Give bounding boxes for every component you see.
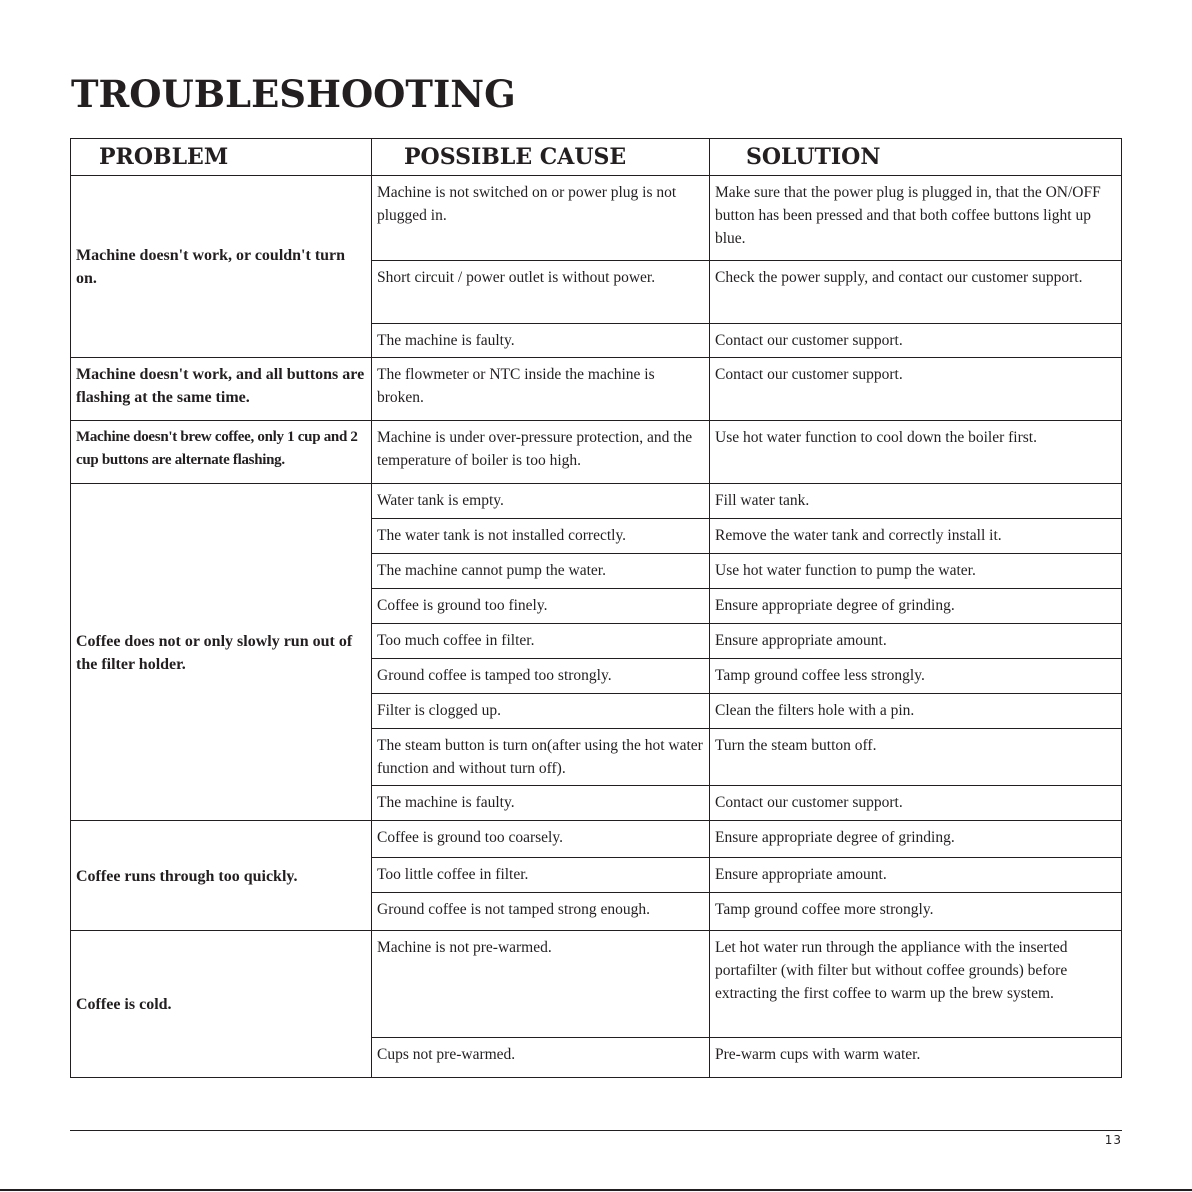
problem-cell: Machine doesn't brew coffee, only 1 cup and 2 cup buttons are alternate flashing.	[71, 421, 372, 484]
solution-cell: Check the power supply, and contact our customer support.	[710, 261, 1122, 324]
cause-cell: Too little coffee in filter.	[372, 858, 710, 893]
cause-cell: Ground coffee is tamped too strongly.	[372, 659, 710, 694]
cause-cell: The machine is faulty.	[372, 324, 710, 358]
problem-cell: Machine doesn't work, and all buttons are flashing at the same time.	[71, 358, 372, 421]
solution-cell: Contact our customer support.	[710, 786, 1122, 821]
cause-cell: Coffee is ground too finely.	[372, 589, 710, 624]
cause-cell: Machine is not pre-warmed.	[372, 931, 710, 1038]
table-row	[71, 484, 1122, 519]
cause-cell: Filter is clogged up.	[372, 694, 710, 729]
cause-cell: Short circuit / power outlet is without power.	[372, 261, 710, 324]
solution-cell: Ensure appropriate degree of grinding.	[710, 821, 1122, 858]
table-row	[71, 421, 1122, 484]
cause-cell: The machine is faulty.	[372, 786, 710, 821]
cause-cell: Water tank is empty.	[372, 484, 710, 519]
solution-cell: Tamp ground coffee more strongly.	[710, 893, 1122, 931]
problem-cell: Coffee does not or only slowly run out of the filter holder.	[71, 484, 372, 821]
header-solution: SOLUTION	[710, 139, 1122, 176]
solution-cell: Clean the filters hole with a pin.	[710, 694, 1122, 729]
table-header-row	[71, 139, 1122, 176]
table-row	[71, 931, 1122, 1038]
cause-cell: Too much coffee in filter.	[372, 624, 710, 659]
solution-cell: Fill water tank.	[710, 484, 1122, 519]
header-possible-cause: POSSIBLE CAUSE	[372, 139, 710, 176]
table-row	[71, 176, 1122, 261]
cause-cell: Machine is under over-pressure protection, and the temperature of boiler is too high.	[372, 421, 710, 484]
cause-cell: The machine cannot pump the water.	[372, 554, 710, 589]
cause-cell: Coffee is ground too coarsely.	[372, 821, 710, 858]
solution-cell: Let hot water run through the appliance with the inserted portafilter (with filter but without coffee grounds) before extracting the first coffee to warm up the brew system.	[710, 931, 1122, 1038]
solution-cell: Contact our customer support.	[710, 358, 1122, 421]
solution-cell: Use hot water function to cool down the boiler first.	[710, 421, 1122, 484]
solution-cell: Pre-warm cups with warm water.	[710, 1038, 1122, 1078]
table-row	[71, 821, 1122, 858]
problem-cell: Coffee runs through too quickly.	[71, 821, 372, 931]
cause-cell: The steam button is turn on(after using the hot water function and without turn off).	[372, 729, 710, 786]
solution-cell: Use hot water function to pump the water.	[710, 554, 1122, 589]
solution-cell: Contact our customer support.	[710, 324, 1122, 358]
cause-cell: The flowmeter or NTC inside the machine is broken.	[372, 358, 710, 421]
problem-cell: Machine doesn't work, or couldn't turn on.	[71, 176, 372, 358]
table-row	[71, 358, 1122, 421]
header-problem: PROBLEM	[71, 139, 372, 176]
page-number: 13	[1104, 1133, 1122, 1147]
cause-cell: Ground coffee is not tamped strong enough.	[372, 893, 710, 931]
footer-divider	[70, 1130, 1122, 1131]
solution-cell: Tamp ground coffee less strongly.	[710, 659, 1122, 694]
solution-cell: Make sure that the power plug is plugged in, that the ON/OFF button has been pressed and that both coffee buttons light up blue.	[710, 176, 1122, 261]
solution-cell: Ensure appropriate amount.	[710, 858, 1122, 893]
page-title: TROUBLESHOOTING	[71, 72, 516, 116]
problem-cell: Coffee is cold.	[71, 931, 372, 1078]
troubleshooting-table	[70, 138, 1122, 1078]
cause-cell: The water tank is not installed correctly.	[372, 519, 710, 554]
bottom-edge-line	[0, 1189, 1192, 1191]
solution-cell: Ensure appropriate amount.	[710, 624, 1122, 659]
solution-cell: Ensure appropriate degree of grinding.	[710, 589, 1122, 624]
cause-cell: Cups not pre-warmed.	[372, 1038, 710, 1078]
solution-cell: Turn the steam button off.	[710, 729, 1122, 786]
cause-cell: Machine is not switched on or power plug is not plugged in.	[372, 176, 710, 261]
solution-cell: Remove the water tank and correctly install it.	[710, 519, 1122, 554]
